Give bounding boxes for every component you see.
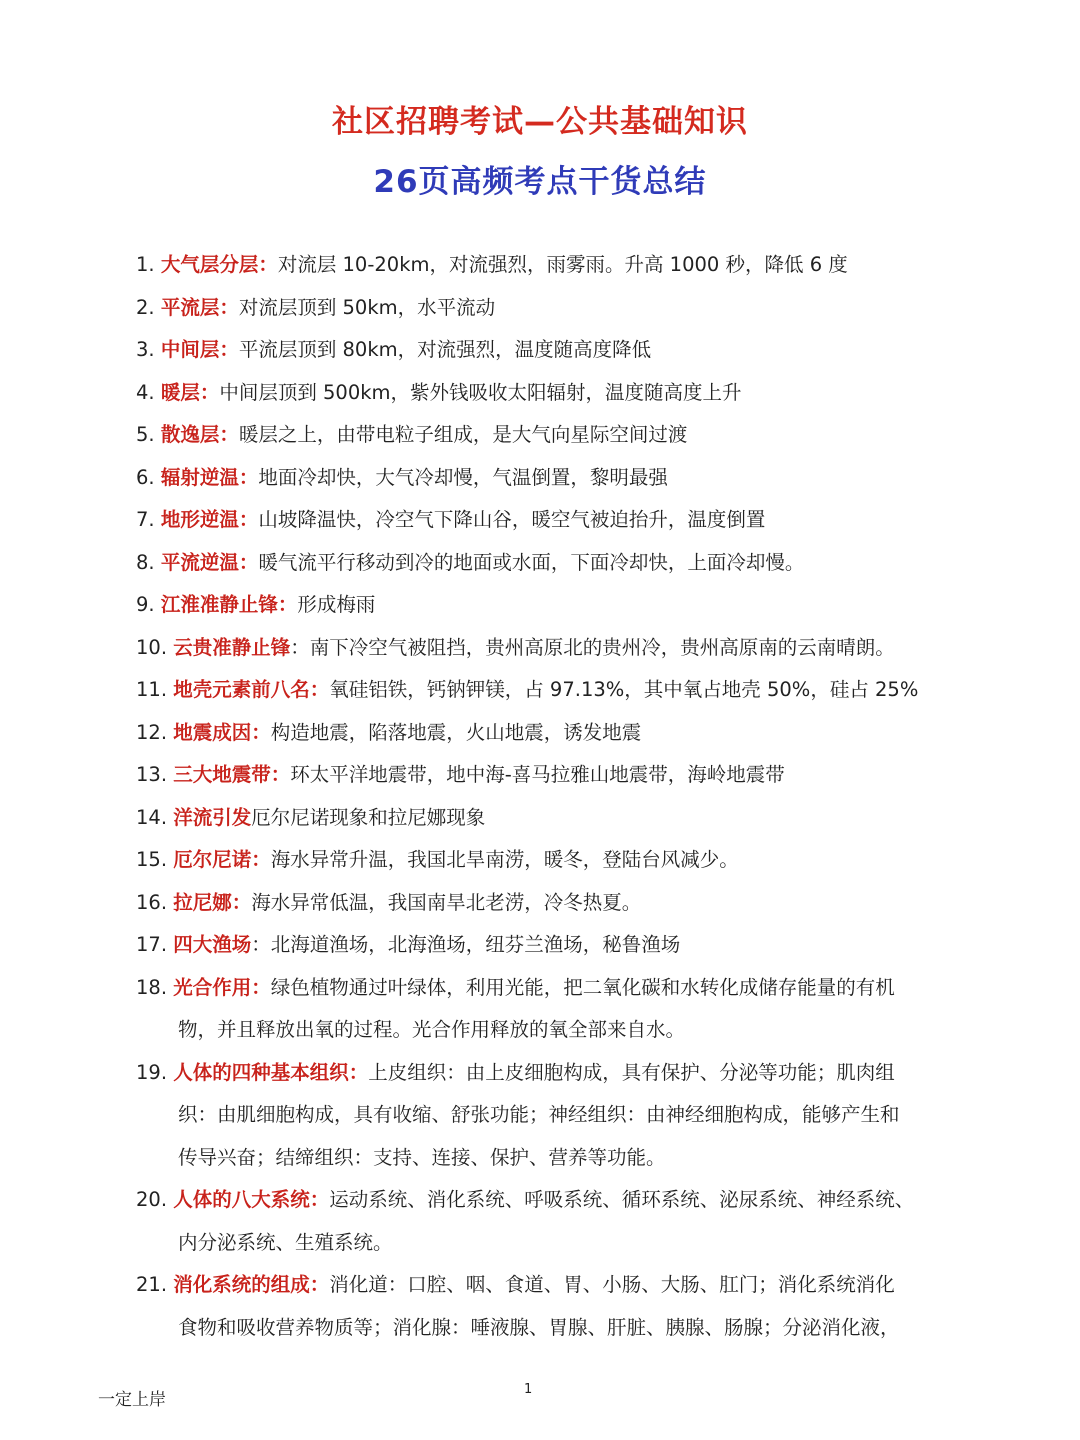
item-term: 人体的八大系统： bbox=[173, 1188, 330, 1211]
item-text: 织：由肌细胞构成，具有收缩、舒张功能；神经组织：由神经细胞构成，能够产生和 bbox=[178, 1103, 900, 1126]
item-term: 洋流引发 bbox=[173, 805, 252, 829]
list-item-first-line bbox=[136, 797, 996, 840]
list-item bbox=[136, 797, 996, 840]
item-number: 18. bbox=[136, 975, 168, 999]
item-number: 19. bbox=[136, 1060, 168, 1084]
list-item-first-line bbox=[136, 754, 996, 797]
list-item-continuation-line bbox=[136, 1094, 996, 1137]
item-text: ：南下冷空气被阻挡，贵州高原北的贵州冷，贵州高原南的云南晴朗。 bbox=[290, 635, 895, 659]
list-item bbox=[136, 244, 996, 287]
list-item bbox=[136, 882, 996, 925]
list-item bbox=[136, 924, 996, 967]
item-number: 11. bbox=[136, 678, 168, 701]
knowledge-point-list bbox=[136, 244, 996, 1349]
list-item bbox=[136, 372, 996, 415]
item-text: 食物和吸收营养物质等；消化腺：唾液腺、胃腺、肝脏、胰腺、肠腺；分泌消化液， bbox=[178, 1315, 900, 1339]
item-term: 地壳元素前八名： bbox=[173, 678, 330, 701]
list-item bbox=[136, 839, 996, 882]
item-term: 光合作用： bbox=[173, 975, 271, 999]
item-text: 物，并且释放出氧的过程。光合作用释放的氧全部来自水。 bbox=[178, 1018, 686, 1041]
list-item-first-line bbox=[136, 542, 996, 585]
list-item-first-line bbox=[136, 1264, 996, 1307]
item-text: 内分泌系统、生殖系统。 bbox=[178, 1230, 393, 1254]
item-term: 地震成因： bbox=[173, 720, 271, 744]
page-number: 1 bbox=[524, 1382, 533, 1397]
list-item bbox=[136, 1052, 996, 1180]
list-item bbox=[136, 1264, 996, 1349]
list-item bbox=[136, 542, 996, 585]
list-item-first-line bbox=[136, 669, 996, 712]
item-text: 暖层之上，由带电粒子组成，是大气向星际空间过渡 bbox=[238, 423, 688, 446]
list-item-first-line bbox=[136, 924, 996, 967]
item-text: 消化道：口腔、咽、食道、胃、小肠、大肠、肛门；消化系统消化 bbox=[329, 1273, 895, 1296]
item-term: 人体的四种基本组织： bbox=[173, 1060, 369, 1084]
item-term: 江淮准静止锋： bbox=[160, 593, 298, 616]
list-item-first-line bbox=[136, 499, 996, 542]
list-item-continuation-line bbox=[136, 1307, 996, 1350]
list-item-first-line bbox=[136, 1179, 996, 1222]
item-text: 对流层 10-20km，对流强烈，雨雾雨。升高 1000 秒，降低 6 度 bbox=[277, 253, 848, 276]
item-term: 平流层： bbox=[160, 295, 239, 319]
item-term: 辐射逆温： bbox=[160, 465, 259, 489]
list-item-first-line bbox=[136, 882, 996, 925]
list-item-first-line bbox=[136, 627, 996, 670]
list-item-first-line bbox=[136, 1052, 996, 1095]
item-text: 中间层顶到 500km，紫外钱吸收太阳辐射，温度随高度上升 bbox=[219, 380, 742, 404]
item-term: 厄尔尼诺： bbox=[173, 848, 271, 871]
item-number: 13. bbox=[136, 763, 168, 786]
list-item-continuation-line bbox=[136, 1222, 996, 1265]
list-item bbox=[136, 1179, 996, 1264]
item-number: 12. bbox=[136, 720, 168, 744]
item-text: 海水异常升温，我国北旱南涝，暖冬，登陆台风减少。 bbox=[270, 848, 739, 871]
item-text: 地面冷却快，大气冷却慢，气温倒置，黎明最强 bbox=[258, 465, 668, 489]
item-term: 散逸层： bbox=[160, 423, 239, 446]
list-item bbox=[136, 967, 996, 1052]
list-item-first-line bbox=[136, 287, 996, 330]
list-item-first-line bbox=[136, 372, 996, 415]
item-term: 暖层： bbox=[160, 380, 220, 404]
list-item-first-line bbox=[136, 967, 996, 1010]
item-number: 9. bbox=[136, 593, 155, 616]
list-item-first-line bbox=[136, 329, 996, 372]
item-term: 四大渔场 bbox=[173, 933, 252, 956]
list-item-first-line bbox=[136, 414, 996, 457]
item-text: 平流层顶到 80km，对流强烈，温度随高度降低 bbox=[238, 338, 652, 361]
item-text: 暖气流平行移动到冷的地面或水面，下面冷却快，上面冷却慢。 bbox=[258, 550, 805, 574]
item-term: 消化系统的组成： bbox=[173, 1273, 330, 1296]
list-item bbox=[136, 499, 996, 542]
list-item bbox=[136, 329, 996, 372]
item-number: 14. bbox=[136, 805, 168, 829]
list-item-first-line bbox=[136, 839, 996, 882]
list-item bbox=[136, 669, 996, 712]
item-text: 运动系统、消化系统、呼吸系统、循环系统、泌尿系统、神经系统、 bbox=[329, 1188, 915, 1211]
item-text: 上皮组织：由上皮细胞构成，具有保护、分泌等功能；肌肉组 bbox=[368, 1060, 895, 1084]
item-number: 21. bbox=[136, 1273, 168, 1296]
list-item bbox=[136, 712, 996, 755]
item-number: 1. bbox=[136, 253, 155, 276]
item-number: 3. bbox=[136, 338, 155, 361]
item-term: 三大地震带： bbox=[173, 763, 291, 786]
list-item-continuation-line bbox=[136, 1137, 996, 1180]
document-title: 社区招聘考试—公共基础知识 bbox=[332, 104, 748, 140]
list-item-first-line bbox=[136, 244, 996, 287]
item-text: 构造地震，陷落地震，火山地震，诱发地震 bbox=[270, 720, 642, 744]
list-item-first-line bbox=[136, 712, 996, 755]
item-number: 7. bbox=[136, 508, 155, 531]
item-number: 15. bbox=[136, 848, 168, 871]
list-item bbox=[136, 754, 996, 797]
item-term: 拉尼娜： bbox=[173, 890, 252, 914]
item-text: 环太平洋地震带，地中海-喜马拉雅山地震带，海岭地震带 bbox=[290, 763, 785, 786]
list-item bbox=[136, 287, 996, 330]
list-item bbox=[136, 584, 996, 627]
list-item bbox=[136, 414, 996, 457]
item-term: 云贵准静止锋 bbox=[173, 635, 291, 659]
list-item-continuation-line bbox=[136, 1009, 996, 1052]
item-text: 氧硅铝铁，钙钠钾镁，占 97.13%，其中氧占地壳 50%，硅占 25% bbox=[329, 678, 919, 701]
item-text: 山坡降温快，冷空气下降山谷，暖空气被迫抬升，温度倒置 bbox=[258, 508, 766, 531]
item-text: 绿色植物通过叶绿体，利用光能，把二氧化碳和水转化成储存能量的有机 bbox=[270, 975, 895, 999]
item-text: ：北海道渔场，北海渔场，纽芬兰渔场，秘鲁渔场 bbox=[251, 933, 681, 956]
item-number: 16. bbox=[136, 890, 168, 914]
item-text: 对流层顶到 50km，水平流动 bbox=[238, 295, 496, 319]
item-text: 形成梅雨 bbox=[297, 593, 376, 616]
item-text: 厄尔尼诺现象和拉尼娜现象 bbox=[251, 805, 486, 829]
item-text: 海水异常低温，我国南旱北老涝，冷冬热夏。 bbox=[251, 890, 642, 914]
footer-note: 一定上岸 bbox=[98, 1390, 166, 1410]
item-number: 17. bbox=[136, 933, 168, 956]
item-term: 平流逆温： bbox=[160, 550, 259, 574]
list-item-first-line bbox=[136, 457, 996, 500]
document-subtitle: 26页高频考点干货总结 bbox=[373, 164, 707, 200]
item-number: 8. bbox=[136, 550, 155, 574]
item-number: 6. bbox=[136, 465, 155, 489]
item-term: 地形逆温： bbox=[160, 508, 259, 531]
list-item bbox=[136, 627, 996, 670]
list-item bbox=[136, 457, 996, 500]
item-number: 4. bbox=[136, 380, 155, 404]
item-number: 5. bbox=[136, 423, 155, 446]
item-term: 中间层： bbox=[160, 338, 239, 361]
item-number: 20. bbox=[136, 1188, 168, 1211]
item-number: 10. bbox=[136, 635, 168, 659]
item-term: 大气层分层： bbox=[160, 253, 278, 276]
list-item-first-line bbox=[136, 584, 996, 627]
item-number: 2. bbox=[136, 295, 155, 319]
item-text: 传导兴奋；结缔组织：支持、连接、保护、营养等功能。 bbox=[178, 1145, 666, 1169]
